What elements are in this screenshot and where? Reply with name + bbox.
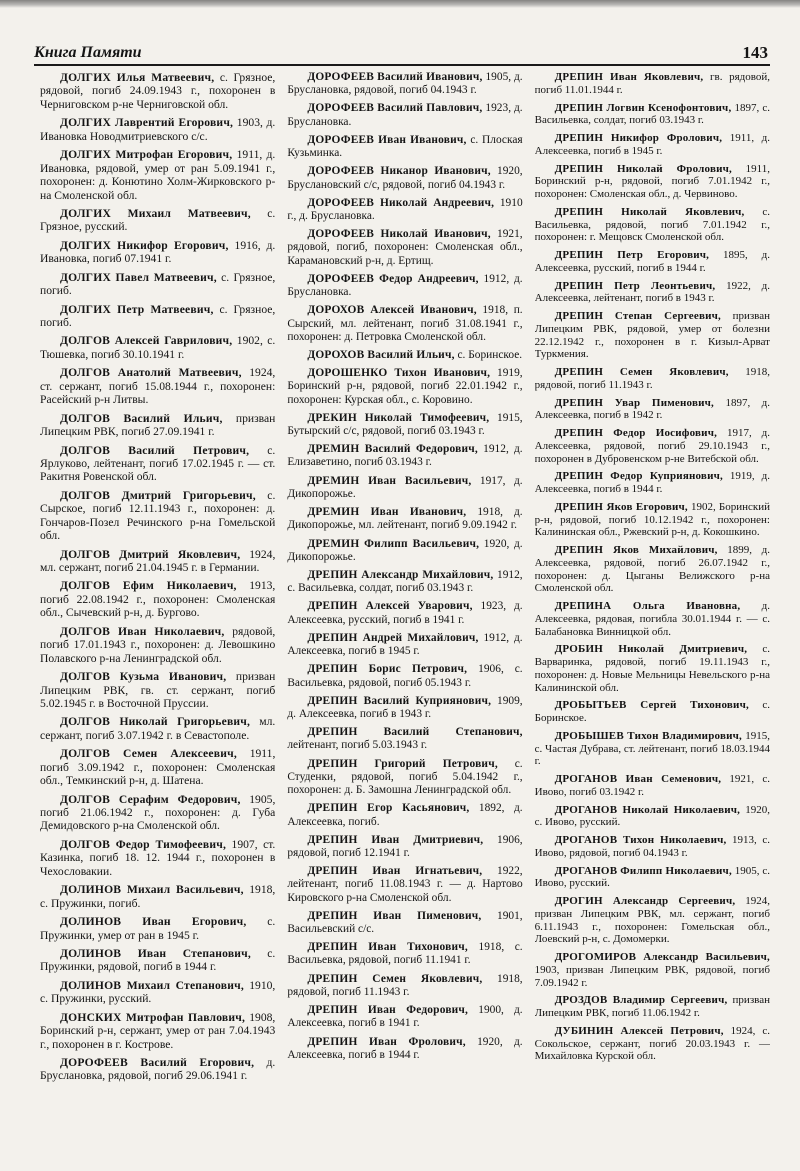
memorial-entry (40, 979, 275, 1006)
entry-details: с. Грязное, погиб. (40, 270, 276, 298)
entry-details: 1922, лейтенант, погиб 11.08.1943 г. — д. Нартово Кировского р-на Смоленской обл. (287, 865, 523, 904)
entry-name: ДРЕПИН Андрей Михайлович, (307, 631, 479, 644)
entry-name: ДРЕПИН Борис Петрович, (307, 663, 468, 676)
entry-details: с. Студенки, рядовой, погиб 5.04.1942 г., похоронен: д. Б. Замошна Ленинградской обл. (287, 757, 523, 797)
entry-details: 1901, Васильевский с/с. (287, 909, 523, 936)
memorial-entry (40, 625, 275, 665)
entry-name: ДРЕПИН Егор Касьянович, (307, 802, 470, 815)
entry-details: 1906, с. Васильевка, рядовой, погиб 05.1943 г. (287, 663, 523, 689)
entry-details: 1916, д. Ивановка, погиб 07.1941 г. (40, 238, 276, 266)
entry-name: ДОРОФЕЕВ Василий Егорович, (60, 1056, 255, 1069)
entry-name: ДОЛИНОВ Иван Степанович, (60, 946, 252, 960)
text-columns (40, 71, 770, 1091)
memorial-entry (40, 239, 275, 266)
entry-name: ДОЛГИХ Митрофан Егорович, (60, 148, 233, 162)
entry-name: ДОЛИНОВ Иван Егорович, (60, 915, 247, 929)
entry-details: гв. рядовой, погиб 11.01.1944 г. (534, 71, 770, 96)
entry-name: ДРОГАНОВ Иван Семенович, (554, 773, 722, 785)
entry-name: ДРОГОМИРОВ Александр Васильевич, (554, 951, 770, 963)
memorial-entry (287, 443, 522, 469)
entry-details: призван Липецким РВК, погиб 11.06.1942 г. (534, 994, 770, 1019)
page-top-edge (0, 0, 800, 8)
memorial-entry (40, 148, 275, 202)
entry-name: ДРЕПИН Петр Егорович, (554, 249, 710, 261)
entry-name: ДОЛГОВ Василий Петрович, (60, 443, 250, 457)
entry-name: ДОРОФЕЕВ Николай Андреевич, (307, 196, 495, 209)
entry-details: 1892, д. Алексеевка, погиб. (287, 802, 523, 828)
memorial-entry (287, 102, 522, 128)
memorial-entry (40, 883, 275, 910)
memorial-entry (287, 834, 522, 860)
memorial-entry (535, 397, 770, 423)
entry-name: ДРЕПИН Василий Куприянович, (307, 694, 492, 707)
entry-details: 1913, с. Ивово, рядовой, погиб 04.1943 г. (534, 834, 770, 859)
memorial-entry (287, 367, 522, 407)
entry-name: ДРОБЫШЕВ Тихон Владимирович, (554, 729, 742, 742)
memorial-entry (287, 1036, 522, 1062)
entry-name: ДОЛГОВ Ефим Николаевич, (60, 579, 237, 593)
entry-name: ДРЕПИН Семен Яковлевич, (554, 366, 729, 378)
entry-details: 1918, рядовой, погиб 11.1943 г. (287, 972, 523, 998)
entry-name: ДОРОФЕЕВ Никанор Иванович, (307, 165, 491, 178)
entry-name: ДОРОФЕЕВ Василий Иванович, (307, 71, 483, 83)
memorial-entry (287, 910, 522, 936)
entry-details: 1919, Боринский р-н, рядовой, погиб 22.01.1942 г., похоронен: Курская обл., с. Коровино. (287, 367, 523, 406)
entry-details: 1903, д. Ивановка Новодмитриевского с/с. (40, 116, 276, 143)
memorial-entry (40, 1056, 275, 1083)
entry-details: 1912, с. Васильевка, солдат, погиб 03.1943 г. (287, 569, 523, 595)
entry-details: 1921, рядовой, погиб, похоронен: Смоленская обл., Карамановский р-н, д. Ертищ. (287, 228, 523, 267)
memorial-entry (40, 412, 275, 439)
entry-name: ДРЕПИН Федор Куприянович, (554, 470, 723, 483)
entry-details: 1918, с. Пружинки, погиб. (40, 883, 276, 910)
entry-name: ДОРОФЕЕВ Василий Павлович, (307, 102, 483, 115)
entry-details: рядовой, погиб 17.01.1943 г., похоронен: д. Левошкино Полавского р-на Ленинградской обл. (40, 624, 276, 665)
entry-details: призван Липецким РВК, погиб 27.09.1941 г. (40, 411, 276, 439)
entry-details: с. Грязное, погиб. (40, 302, 276, 329)
entry-name: ДОЛГОВ Иван Николаевич, (60, 624, 225, 638)
memorial-entry (535, 865, 770, 891)
entry-details: 1908, Боринский р-н, сержант, умер от ран 7.04.1943 г., похоронен в г. Кострове. (40, 1010, 276, 1051)
memorial-entry (287, 506, 522, 532)
entry-name: ДРЕПИН Увар Пименович, (554, 396, 715, 409)
memorial-entry (40, 71, 275, 111)
memorial-entry (287, 758, 522, 798)
memorial-entry (535, 470, 770, 496)
entry-name: ДРЕПИН Николай Яковлевич, (554, 205, 745, 218)
memorial-entry (40, 838, 275, 878)
entry-name: ДРЕПИН Григорий Петрович, (307, 757, 498, 770)
entry-details: 1907, ст. Казинка, погиб 18. 12. 1944 г., похоронен в Чехословакии. (40, 837, 276, 878)
entry-name: ДОРОШЕНКО Тихон Иванович, (307, 367, 491, 380)
entry-details: 1924, мл. сержант, погиб 21.04.1945 г. в Германии. (40, 547, 276, 574)
entry-details: 1899, д. Алексеевка, рядовой, погиб 26.07.1942 г., похоронен: д. Цыганы Велижского р-на Смоленской обл. (534, 544, 770, 595)
entry-details: 1917, д. Алексеевка, рядовой, погиб 29.10.1943 г., похоронен в Дубровенском р-не Витебской обл. (534, 427, 770, 465)
entry-name: ДОЛГОВ Василий Ильич, (60, 411, 223, 425)
entry-name: ДОРОФЕЕВ Николай Иванович, (307, 228, 491, 241)
entry-name: ДУБИНИН Алексей Петрович, (554, 1024, 724, 1037)
entry-details: 1920, д. Алексеевка, погиб в 1944 г. (287, 1035, 523, 1061)
entry-name: ДРЕМИН Иван Иванович, (307, 506, 467, 519)
entry-details: 1924, призван Липецким РВК, мл. сержант, погиб 6.11.1943 г., похоронен: Гомельская обл., Лоевский р-н, с. Домомерки. (534, 895, 770, 946)
memorial-entry (535, 249, 770, 275)
entry-name: ДОРОФЕЕВ Иван Иванович, (307, 133, 467, 146)
entry-details: 1895, д. Алексеевка, русский, погиб в 1944 г. (534, 249, 770, 274)
entry-name: ДРОГАНОВ Тихон Николаевич, (554, 834, 727, 846)
header-rule (34, 64, 770, 66)
entry-name: ДРЕКИН Николай Тимофеевич, (307, 411, 490, 424)
entry-name: ДРЕПИН Иван Дмитриевич, (307, 833, 484, 846)
entry-details: 1918, с. Васильевка, рядовой, погиб 11.1941 г. (287, 941, 523, 967)
entry-details: 1902, Боринский р-н, рядовой, погиб 10.12.1942 г., похоронен: Калининская обл., Ржевский р-н, д. Кокошкино. (534, 500, 770, 539)
entry-details: призван Липецким РВК, рядовой, умер от болезни 22.12.1942 г., похоронен в г. Кизыл-Арват Туркмения. (534, 310, 770, 361)
entry-name: ДРЕМИН Филипп Васильевич, (307, 537, 480, 550)
entry-details: призван Липецким РВК, гв. ст. сержант, погиб 5.02.1945 г. в Восточной Пруссии. (40, 670, 276, 710)
memorial-entry (535, 310, 770, 361)
entry-details: с. Плоская Кузьминка. (287, 133, 523, 160)
memorial-entry (287, 538, 522, 564)
entry-details: 1921, с. Ивово, погиб 03.1942 г. (534, 773, 770, 798)
entry-details: с. Пружинки, умер от ран в 1945 г. (40, 915, 276, 942)
memorial-entry (535, 163, 770, 201)
entry-details: 1912, д. Алексеевка, погиб в 1945 г. (287, 631, 523, 658)
memorial-entry (40, 579, 275, 619)
memorial-entry (535, 544, 770, 595)
entry-details: 1915, с. Частая Дубрава, ст. лейтенант, погиб 18.03.1944 г. (534, 729, 770, 768)
column-middle (287, 71, 522, 1091)
memorial-entry (535, 501, 770, 539)
entry-details: с. Сырское, погиб 12.11.1943 г., похоронен: д. Гончаров-Позел Речинского р-на Гомельской обл. (40, 488, 276, 543)
entry-details: 1912, д. Бруслановка. (287, 272, 523, 299)
entry-details: 1897, с. Васильевка, солдат, погиб 03.1943 г. (534, 101, 770, 127)
entry-details: 1918, п. Сырский, мл. лейтенант, погиб 31.08.1941 г., похоронен: д. Петровка Смоленской обл. (287, 304, 523, 343)
memorial-entry (40, 303, 275, 330)
entry-details: 1905, с. Ивово, русский. (534, 864, 770, 890)
entry-details: 1919, д. Алексеевка, погиб в 1944 г. (534, 470, 770, 495)
entry-name: ДРЕПИН Василий Степанович, (307, 726, 523, 739)
entry-details: 1913, погиб 22.08.1942 г., похоронен: Смоленская обл., Сычевский р-н, д. Бургово. (40, 579, 276, 620)
entry-details: 1903, призван Липецким РВК, рядовой, погиб 7.09.1942 г. (534, 963, 770, 989)
memorial-entry (287, 600, 522, 626)
entry-name: ДРЕМИН Иван Васильевич, (307, 474, 472, 487)
entry-name: ДРЕПИН Иван Фролович, (307, 1035, 466, 1048)
entry-details: 1922, д. Алексеевка, лейтенант, погиб в 1943 г. (534, 279, 770, 305)
column-right (535, 71, 770, 1091)
entry-name: ДОРОХОВ Алексей Иванович, (307, 304, 477, 317)
memorial-entry (287, 1004, 522, 1030)
entry-details: с. Боринское. (534, 699, 770, 724)
memorial-entry (287, 726, 522, 752)
memorial-entry (287, 349, 522, 362)
entry-details: 1911, Боринский р-н, рядовой, погиб 7.01.1942 г., похоронен: Смоленская обл., д. Червиново. (534, 162, 770, 200)
memorial-entry (40, 670, 275, 710)
entry-details: 1912, д. Елизаветино, погиб 03.1943 г. (287, 443, 523, 469)
memorial-entry (287, 304, 522, 344)
entry-details: 1924, с. Сокольское, сержант, погиб 20.03.1943 г. — Михайловка Курской обл. (534, 1024, 770, 1063)
entry-details: 1920, с. Ивово, русский. (534, 803, 770, 829)
entry-name: ДРЕПИН Николай Фролович, (554, 162, 733, 175)
memorial-entry (287, 802, 522, 828)
entry-name: ДОНСКИХ Митрофан Павлович, (60, 1010, 246, 1024)
entry-name: ДОЛГИХ Лаврентий Егорович, (60, 116, 234, 130)
entry-name: ДОЛГОВ Серафим Федорович, (60, 792, 241, 806)
memorial-entry (287, 71, 522, 97)
memorial-entry (535, 773, 770, 799)
memorial-entry (287, 165, 522, 191)
entry-details: с. Васильевка, рядовой, погиб 7.01.1942 г., похоронен: г. Мещовск Смоленской обл. (534, 205, 770, 244)
memorial-entry (287, 475, 522, 501)
memorial-entry (287, 569, 522, 595)
entry-details: д. Алексеевка, рядовая, погибла 30.01.1944 г. — с. Балабановка Винницкой обл. (534, 600, 770, 638)
entry-details: 1920, д. Дикопорожье. (287, 537, 523, 563)
entry-details: 1909, д. Алексеевка, погиб в 1943 г. (287, 694, 523, 720)
memorial-entry (535, 600, 770, 638)
memorial-entry (535, 427, 770, 465)
entry-details: с. Варваринка, рядовой, погиб 19.11.1943 г., похоронен: д. Новые Мельницы Невельского р-на Калининской обл. (534, 643, 770, 694)
entry-name: ДРОГАНОВ Николай Николаевич, (554, 803, 741, 816)
entry-name: ДОЛГОВ Семен Алексеевич, (60, 747, 237, 761)
entry-name: ДРОЗДОВ Владимир Сергеевич, (554, 994, 728, 1007)
memorial-entry (535, 834, 770, 860)
memorial-entry (535, 804, 770, 830)
entry-name: ДРЕПИН Иван Пименович, (307, 909, 482, 922)
entry-name: ДРЕПИН Степан Сергеевич, (554, 310, 722, 322)
entry-details: 1910 г., д. Бруслановка. (287, 196, 523, 222)
entry-name: ДОРОХОВ Василий Ильич, (307, 348, 455, 361)
memorial-entry (287, 228, 522, 268)
entry-details: с. Грязное, русский. (40, 206, 276, 234)
entry-name: ДОЛГИХ Михаил Матвеевич, (60, 206, 251, 220)
entry-details: 1905, д. Бруслановка, рядовой, погиб 04.1943 г. (287, 71, 523, 97)
memorial-entry (287, 973, 522, 999)
entry-name: ДОЛГИХ Петр Матвеевич, (60, 302, 214, 316)
memorial-entry (40, 207, 275, 234)
entry-details: 1897, д. Алексеевка, погиб в 1942 г. (534, 396, 770, 422)
memorial-entry (40, 915, 275, 942)
entry-name: ДОЛГОВ Николай Григорьевич, (60, 715, 251, 729)
memorial-entry (40, 116, 275, 143)
memorial-entry (535, 206, 770, 244)
entry-name: ДОЛГОВ Дмитрий Григорьевич, (60, 488, 256, 502)
entry-name: ДРЕМИН Василий Федорович, (307, 443, 478, 456)
memorial-entry (535, 71, 770, 97)
memorial-entry (287, 663, 522, 689)
column-left (40, 71, 275, 1091)
page-number: 143 (742, 43, 768, 62)
entry-name: ДРОГИН Александр Сергеевич, (554, 895, 736, 907)
entry-name: ДРЕПИН Семен Яковлевич, (307, 972, 483, 985)
memorial-entry (40, 489, 275, 543)
entry-details: мл. сержант, погиб 3.07.1942 г. в Севастополе. (40, 715, 276, 742)
memorial-entry (535, 699, 770, 725)
entry-details: 1911, д. Ивановка, рядовой, умер от ран 5.09.1941 г., похоронен: д. Конютино Холм-Жирковского р-на Смоленской обл. (40, 148, 276, 202)
entry-name: ДРОБЫТЬЕВ Сергей Тихонович, (554, 699, 749, 712)
entry-details: 1924, ст. сержант, погиб 15.08.1944 г., похоронен: Расейский р-н Литвы. (40, 366, 276, 407)
memorial-entry (535, 366, 770, 392)
memorial-entry (40, 444, 275, 484)
entry-name: ДРЕПИН Иван Федорович, (307, 1004, 469, 1017)
entry-name: ДОЛГОВ Дмитрий Яковлевич, (60, 547, 241, 561)
entry-name: ДОЛГОВ Федор Тимофеевич, (60, 837, 227, 851)
entry-details: 1918, д. Дикопорожье, мл. лейтенант, погиб 9.09.1942 г. (287, 506, 523, 532)
memorial-entry (535, 132, 770, 158)
memorial-entry (40, 334, 275, 361)
memorial-entry (535, 951, 770, 989)
entry-details: 1906, рядовой, погиб 12.1941 г. (287, 833, 523, 859)
entry-name: ДРЕПИН Иван Игнатьевич, (307, 865, 483, 878)
memorial-entry (40, 366, 275, 406)
entry-details: 1911, д. Алексеевка, погиб в 1945 г. (534, 132, 770, 157)
entry-name: ДРЕПИН Яков Егорович, (554, 500, 688, 513)
entry-details: 1917, д. Дикопорожье. (287, 474, 523, 500)
entry-name: ДОЛИНОВ Михаил Васильевич, (60, 883, 244, 897)
entry-details: 1915, Бутырский с/с, рядовой, погиб 03.1943 г. (287, 411, 523, 438)
memorial-entry (40, 271, 275, 298)
memorial-entry (40, 747, 275, 787)
memorial-entry (40, 947, 275, 974)
memorial-entry (287, 134, 522, 160)
entry-details: 1923, д. Бруслановка. (287, 102, 523, 128)
memorial-entry (40, 715, 275, 742)
entry-name: ДРОБИН Николай Дмитриевич, (554, 643, 748, 656)
entry-details: с. Пружинки, рядовой, погиб в 1944 г. (40, 946, 276, 974)
entry-details: лейтенант, погиб 5.03.1943 г. (287, 739, 428, 752)
entry-name: ДОЛИНОВ Михаил Степанович, (60, 978, 244, 992)
entry-details: 1923, д. Алексеевка, русский, погиб в 1941 г. (287, 600, 523, 626)
memorial-entry (287, 412, 522, 438)
memorial-entry (287, 865, 522, 905)
memorial-entry (535, 102, 770, 128)
page-header (34, 40, 768, 66)
entry-name: ДОЛГОВ Алексей Гаврилович, (60, 334, 233, 348)
entry-name: ДРЕПИН Никифор Фролович, (554, 132, 723, 144)
memorial-entry (535, 1025, 770, 1063)
memorial-entry (40, 1011, 275, 1051)
entry-name: ДОРОФЕЕВ Федор Андреевич, (307, 272, 479, 285)
entry-name: ДРЕПИН Федор Иосифович, (554, 427, 718, 439)
entry-name: ДРЕПИН Александр Михайлович, (307, 569, 494, 581)
memorial-entry (40, 548, 275, 575)
entry-details: 1902, с. Тюшевка, погиб 30.10.1941 г. (40, 334, 276, 361)
entry-name: ДОЛГИХ Илья Матвеевич, (60, 71, 215, 84)
entry-details: 1911, погиб 3.09.1942 г., похоронен: Смоленская обл., Темкинский р-н, д. Шатена. (40, 747, 276, 788)
memorial-entry (40, 793, 275, 833)
entry-name: ДРЕПИН Логвин Ксенофонтович, (554, 101, 732, 114)
entry-name: ДРЕПИН Петр Леонтьевич, (554, 279, 716, 292)
entry-name: ДОЛГОВ Кузьма Иванович, (60, 670, 227, 684)
entry-details: 1900, д. Алексеевка, погиб в 1941 г. (287, 1004, 523, 1030)
entry-name: ДОЛГОВ Анатолий Матвеевич, (60, 366, 242, 380)
entry-name: ДОЛГИХ Никифор Егорович, (60, 238, 229, 252)
memorial-entry (287, 632, 522, 658)
memorial-entry (535, 280, 770, 306)
entry-details: с. Грязное, рядовой, погиб 24.09.1943 г., похоронен в Черниговском р-не Черниговской обл. (40, 71, 276, 111)
entry-details: 1905, погиб 21.06.1942 г., похоронен: д. Губа Демидовского р-на Смоленской обл. (40, 792, 276, 833)
entry-details: с. Боринское. (457, 348, 523, 361)
entry-details: д. Бруслановка, рядовой, погиб 29.06.1941 г. (40, 1056, 276, 1083)
memorial-entry (287, 197, 522, 223)
memorial-entry (287, 273, 522, 299)
entry-details: с. Ярлуково, лейтенант, погиб 17.02.1945 г. — ст. Ракитня Ровенской обл. (40, 443, 276, 484)
entry-name: ДРЕПИН Иван Яковлевич, (554, 71, 704, 83)
memorial-entry (535, 730, 770, 768)
entry-name: ДОЛГИХ Павел Матвеевич, (60, 270, 217, 284)
memorial-entry (287, 941, 522, 967)
memorial-entry (535, 994, 770, 1020)
memorial-entry (535, 643, 770, 694)
entry-name: ДРЕПИН Иван Тихонович, (307, 941, 468, 954)
entry-name: ДРЕПИН Яков Михайлович, (554, 544, 718, 556)
entry-name: ДРЕПИН Алексей Уварович, (307, 600, 473, 613)
entry-details: 1918, рядовой, погиб 11.1943 г. (534, 366, 770, 391)
entry-details: 1910, с. Пружинки, русский. (40, 978, 276, 1006)
entry-details: 1920, Бруслановский с/с, рядовой, погиб 04.1943 г. (287, 165, 523, 191)
entry-name: ДРЕПИНА Ольга Ивановна, (554, 600, 741, 612)
book-title: Книга Памяти (34, 44, 142, 61)
entry-name: ДРОГАНОВ Филипп Николаевич, (554, 864, 732, 877)
memorial-entry (287, 695, 522, 721)
memorial-entry (535, 895, 770, 946)
